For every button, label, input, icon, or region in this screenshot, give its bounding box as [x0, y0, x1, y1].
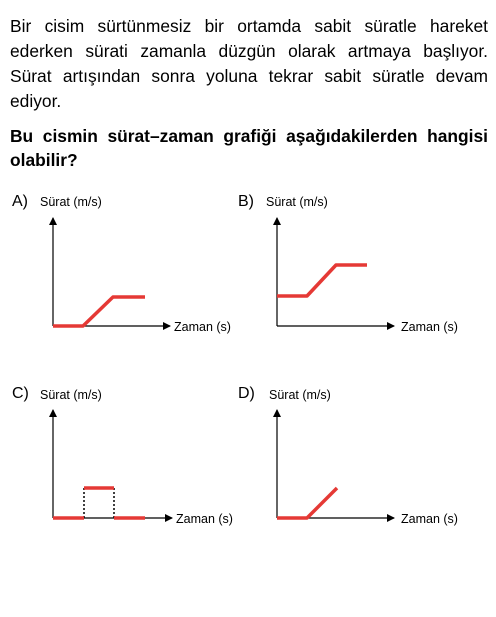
option-a-speed-line — [53, 297, 145, 326]
option-a-x-axis-label: Zaman (s) — [174, 320, 231, 334]
question-prompt: Bu cismin sürat–zaman grafiği aşağıdakilerden hangisi olabilir? — [10, 126, 488, 170]
option-b-x-axis-label: Zaman (s) — [401, 320, 458, 334]
option-d-letter: D) — [238, 385, 255, 402]
option-a-graph — [53, 218, 170, 326]
option-b-letter: B) — [238, 193, 254, 210]
question-stem: Bir cisim sürtünmesiz bir ortamda sabit süratle hareket ederken sürati zamanla düzgün olarak artmaya başlıyor. Sürat artışından sonra yoluna tekrar sabit süratle devam ediyor. — [10, 16, 488, 111]
option-d-y-axis-label: Sürat (m/s) — [269, 388, 331, 402]
option-c-graph — [53, 410, 172, 518]
option-d-speed-line — [277, 488, 337, 518]
option-b-y-axis-label: Sürat (m/s) — [266, 195, 328, 209]
option-a-letter: A) — [12, 193, 28, 210]
option-d-x-axis-label: Zaman (s) — [401, 512, 458, 526]
option-c-y-axis-label: Sürat (m/s) — [40, 388, 102, 402]
option-c-x-axis-label: Zaman (s) — [176, 512, 233, 526]
option-a-y-axis-label: Sürat (m/s) — [40, 195, 102, 209]
option-b-graph — [277, 218, 394, 326]
option-d-graph — [277, 410, 394, 518]
option-b-speed-line — [277, 265, 367, 296]
option-c-letter: C) — [12, 385, 29, 402]
